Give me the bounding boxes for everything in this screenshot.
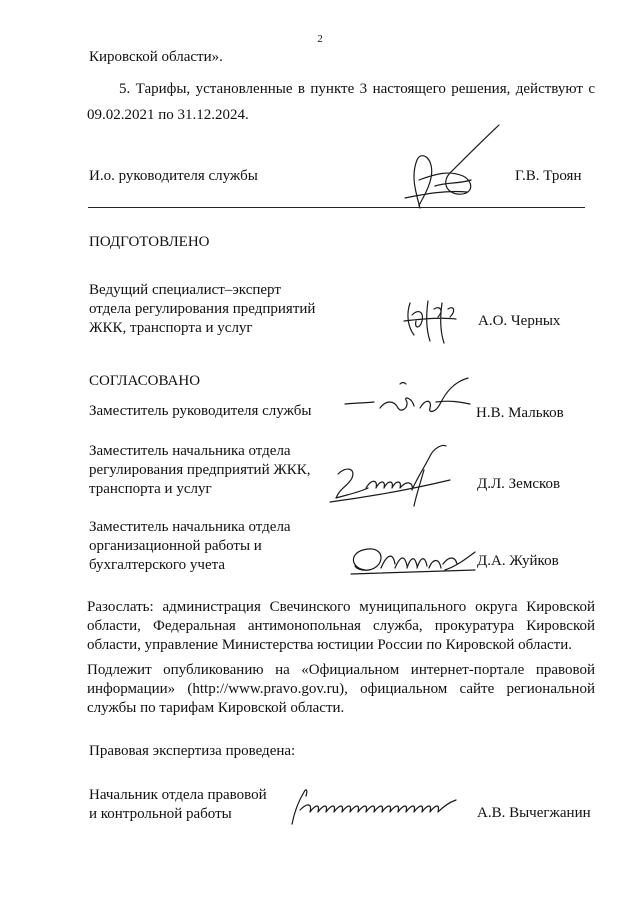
prepared-signature <box>400 295 460 345</box>
page-number: 2 <box>317 33 323 45</box>
legal-review-title: Начальник отдела правовой и контрольной работы <box>89 787 267 822</box>
item-5-paragraph: 5. Тарифы, установленные в пункте 3 настоящего решения, действуют с 09.02.2021 по 31.12.2024. <box>87 81 595 123</box>
agreed-signature-3 <box>345 540 480 580</box>
signature-divider-line <box>88 207 585 208</box>
agreed-signature-1 <box>340 370 475 420</box>
head-signature <box>375 120 510 215</box>
agreed-entry-2-title: Заместитель начальника отдела регулирования предприятий ЖКК, транспорта и услуг <box>89 443 311 497</box>
prepared-name: А.О. Черных <box>478 313 561 329</box>
agreed-signature-2 <box>320 440 460 512</box>
agreed-entry-3-title: Заместитель начальника отдела организационной работы и бухгалтерского учета <box>89 519 291 573</box>
legal-review-name: А.В. Вычегжанин <box>477 805 591 821</box>
legal-review-note: Правовая экспертиза проведена: <box>89 743 296 759</box>
publication-paragraph: Подлежит опубликованию на «Официальном интернет-портале правовой информации» (http://www.pravo.gov.ru), официальном сайте региональной службы по тарифам Кировской области. <box>87 662 595 716</box>
agreed-entry-2-name: Д.Л. Земсков <box>477 476 561 492</box>
head-signoff-title: И.о. руководителя службы <box>89 168 258 184</box>
agreed-entry-3-name: Д.А. Жуйков <box>477 553 559 569</box>
agreed-entry-1-name: Н.В. Мальков <box>476 405 564 421</box>
prepared-heading: ПОДГОТОВЛЕНО <box>89 234 210 250</box>
agreed-heading: СОГЛАСОВАНО <box>89 373 201 389</box>
agreed-entry-1-title: Заместитель руководителя службы <box>89 403 312 419</box>
continuation-text: Кировской области». <box>89 49 223 65</box>
head-signoff-name: Г.В. Троян <box>515 168 582 184</box>
distribution-paragraph: Разослать: администрация Свечинского муниципального округа Кировской области, Федеральная антимонопольная служба, прокуратура Кировской области, управление Министерства юстиции России по Кировской области. <box>87 599 595 653</box>
legal-review-signature <box>278 780 468 830</box>
prepared-title: Ведущий специалист–эксперт отдела регулирования предприятий ЖКК, транспорта и услуг <box>89 282 316 336</box>
